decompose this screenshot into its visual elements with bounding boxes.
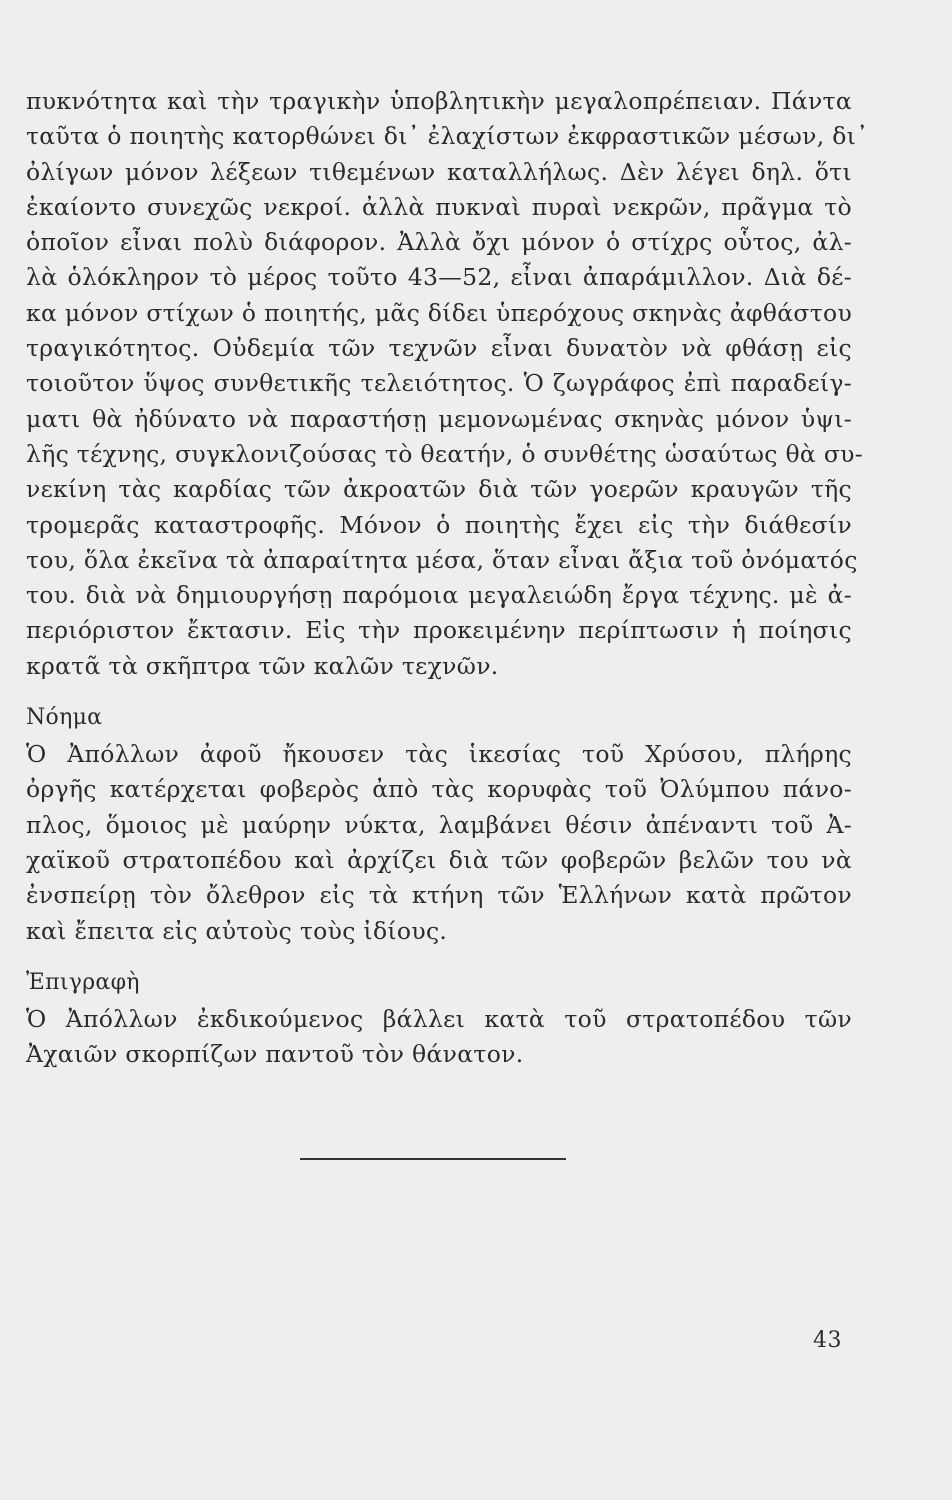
text-line: ματι θὰ ἠδύνατο νὰ παραστήσῃ μεμονωμένας σκηνὰς μόνον ὑψι- xyxy=(26,404,852,433)
text-line: του, ὅλα ἐκεῖνα τὰ ἀπαραίτητα μέσα, ὅταν εἶναι ἄξια τοῦ ὀνόματός xyxy=(26,545,858,574)
text-line: πυκνότητα καὶ τὴν τραγικὴν ὑποβλητικὴν μεγαλοπρέπειαν. Πάντα xyxy=(26,87,852,115)
text-line: ὀργῆς κατέρχεται φοβερὸς ἀπὸ τὰς κορυφὰς τοῦ Ὀλύμπου πάνο- xyxy=(26,775,852,804)
text-line: του. διὰ νὰ δημιουργήσῃ παρόμοια μεγαλειώδη ἔργα τέχνης. μὲ ἀ- xyxy=(26,581,852,610)
text-line: πλος, ὅμοιος μὲ μαύρην νύκτα, λαμβάνει θέσιν ἀπέναντι τοῦ Ἀ- xyxy=(26,810,852,839)
text-line: κρατᾶ τὰ σκῆπτρα τῶν καλῶν τεχνῶν. xyxy=(26,651,499,680)
paragraph-noima xyxy=(26,737,852,949)
text-line: τραγικότητος. Οὐδεμία τῶν τεχνῶν εἶναι δυνατὸν νὰ φθάσῃ εἰς xyxy=(26,334,852,363)
text-line: Ὁ Ἀπόλλων ἀφοῦ ἤκουσεν τὰς ἱκεσίας τοῦ Χρύσου, πλήρης xyxy=(26,740,852,769)
section-heading-noima: Νόημα xyxy=(26,705,103,731)
text-line: καὶ ἔπειτα εἰς αὐτοὺς τοὺς ἰδίους. xyxy=(26,916,448,945)
section-heading-epigrafi: Ἐπιγραφὴ xyxy=(26,969,140,995)
text-line: Ἀχαιῶν σκορπίζων παντοῦ τὸν θάνατον. xyxy=(26,1040,524,1069)
text-line: κα μόνον στίχων ὁ ποιητής, μᾶς δίδει ὑπερόχους σκηνὰς ἀφθάστου xyxy=(26,298,853,327)
text-line: τοιοῦτον ὕψος συνθετικῆς τελειότητος. Ὁ ζωγράφος ἐπὶ παραδείγ- xyxy=(26,369,852,398)
section-divider-rule xyxy=(300,1158,566,1160)
text-line: χαϊκοῦ στρατοπέδου καὶ ἀρχίζει διὰ τῶν φοβερῶν βελῶν του νὰ xyxy=(26,845,852,874)
text-line: τρομερᾶς καταστροφῆς. Μόνον ὁ ποιητὴς ἔχει εἰς τὴν διάθεσίν xyxy=(26,510,852,539)
text-line: λῆς τέχνης, συγκλονιζούσας τὸ θεατήν, ὁ συνθέτης ὡσαύτως θὰ συ- xyxy=(26,439,863,468)
text-line: ὀλίγων μόνον λέξεων τιθεμένων καταλλήλως. Δὲν λέγει δηλ. ὅτι xyxy=(26,157,852,186)
text-line: ἐκαίοντο συνεχῶς νεκροί. ἀλλὰ πυκναὶ πυραὶ νεκρῶν, πρᾶγμα τὸ xyxy=(26,192,852,221)
text-line: ταῦτα ὁ ποιητὴς κατορθώνει δι᾿ ἐλαχίστων ἐκφραστικῶν μέσων, δι᾿ xyxy=(26,122,869,151)
page-body xyxy=(26,84,869,1072)
text-line: ὁποῖον εἶναι πολὺ διάφορον. Ἀλλὰ ὄχι μόνον ὁ στίχρς οὗτος, ἀλ- xyxy=(26,228,852,257)
page-number: 43 xyxy=(813,1328,842,1353)
text-line: περιόριστον ἔκτασιν. Εἰς τὴν προκειμένην περίπτωσιν ἡ ποίησις xyxy=(26,616,852,645)
text-line: ἐνσπείρῃ τὸν ὄλεθρον εἰς τὰ κτήνη τῶν Ἑλλήνων κατὰ πρῶτον xyxy=(26,881,852,910)
text-line: νεκίνη τὰς καρδίας τῶν ἀκροατῶν διὰ τῶν γοερῶν κραυγῶν τῆς xyxy=(26,475,852,504)
paragraph-epigrafi xyxy=(26,1002,852,1073)
paragraph-commentary xyxy=(26,84,869,684)
text-line: λὰ ὁλόκληρον τὸ μέρος τοῦτο 43—52, εἶναι ἀπαράμιλλον. Διὰ δέ- xyxy=(26,263,852,292)
text-line: Ὁ Ἀπόλλων ἐκδικούμενος βάλλει κατὰ τοῦ στρατοπέδου τῶν xyxy=(26,1004,852,1033)
